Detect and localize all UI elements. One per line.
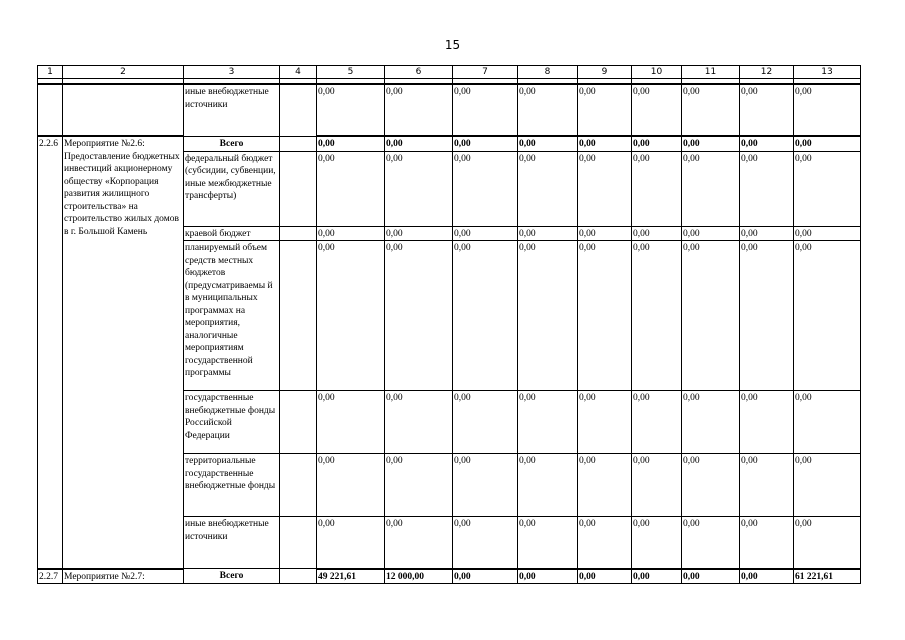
value-cell: 0,00 — [632, 569, 682, 584]
value-cell: 0,00 — [453, 454, 518, 517]
value-cell: 0,00 — [682, 569, 740, 584]
value-cell: 0,00 — [740, 241, 794, 391]
value-cell: 0,00 — [518, 517, 578, 569]
value-cell: 0,00 — [453, 241, 518, 391]
value-cell: 0,00 — [578, 151, 632, 226]
value-cell: 0,00 — [632, 391, 682, 454]
value-cell: 0,00 — [632, 84, 682, 136]
value-cell: 0,00 — [794, 517, 861, 569]
event-name: Мероприятие №2.6: Предоставление бюджетных инвестиций акционерному обществу «Корпорация развития жилищного строительства» на строительство жилых домов в г. Большой Камень — [63, 136, 184, 569]
header-cell: 12 — [740, 66, 794, 79]
value-cell: 0,00 — [682, 84, 740, 136]
table-row — [38, 136, 861, 151]
value-cell: 0,00 — [578, 569, 632, 584]
header-cell: 9 — [578, 66, 632, 79]
value-cell: 0,00 — [453, 391, 518, 454]
header-cell: 3 — [184, 66, 280, 79]
source-cell: территориальные государственные внебюджетные фонды — [184, 454, 280, 517]
value-cell: 0,00 — [632, 517, 682, 569]
value-cell: 0,00 — [578, 136, 632, 151]
table-row — [38, 569, 861, 584]
empty-cell — [280, 136, 317, 151]
value-cell: 49 221,61 — [317, 569, 385, 584]
event-name: Мероприятие №2.7: — [63, 569, 184, 584]
value-cell: 0,00 — [794, 226, 861, 241]
value-cell: 0,00 — [794, 241, 861, 391]
header-cell: 13 — [794, 66, 861, 79]
value-cell: 0,00 — [385, 517, 453, 569]
empty-cell — [280, 391, 317, 454]
value-cell: 0,00 — [578, 241, 632, 391]
value-cell: 0,00 — [385, 84, 453, 136]
value-cell: 0,00 — [794, 151, 861, 226]
value-cell: 0,00 — [682, 151, 740, 226]
header-cell: 4 — [280, 66, 317, 79]
value-cell: 0,00 — [453, 226, 518, 241]
header-cell: 11 — [682, 66, 740, 79]
value-cell: 0,00 — [518, 136, 578, 151]
value-cell: 0,00 — [453, 136, 518, 151]
value-cell: 0,00 — [518, 241, 578, 391]
value-cell: 0,00 — [682, 226, 740, 241]
value-cell: 0,00 — [578, 226, 632, 241]
value-cell: 0,00 — [682, 391, 740, 454]
value-cell: 0,00 — [385, 454, 453, 517]
value-cell: 0,00 — [385, 151, 453, 226]
header-cell: 10 — [632, 66, 682, 79]
source-cell: Всего — [184, 569, 280, 584]
value-cell: 0,00 — [632, 454, 682, 517]
value-cell: 0,00 — [317, 454, 385, 517]
value-cell: 0,00 — [453, 517, 518, 569]
event-number: 2.2.7 — [38, 569, 63, 584]
value-cell: 0,00 — [317, 517, 385, 569]
value-cell: 0,00 — [317, 151, 385, 226]
value-cell: 0,00 — [740, 569, 794, 584]
source-cell: Всего — [184, 136, 280, 151]
budget-table — [37, 65, 861, 584]
page-number: 15 — [444, 38, 461, 52]
value-cell: 0,00 — [518, 569, 578, 584]
source-cell: иные внебюджетные источники — [184, 84, 280, 136]
empty-cell — [280, 151, 317, 226]
value-cell: 0,00 — [794, 136, 861, 151]
empty-cell — [280, 241, 317, 391]
value-cell: 0,00 — [385, 391, 453, 454]
value-cell: 0,00 — [740, 517, 794, 569]
value-cell: 61 221,61 — [794, 569, 861, 584]
value-cell: 0,00 — [794, 454, 861, 517]
value-cell: 0,00 — [317, 84, 385, 136]
empty-cell — [280, 84, 317, 136]
value-cell: 0,00 — [317, 136, 385, 151]
value-cell: 0,00 — [453, 84, 518, 136]
value-cell: 0,00 — [518, 84, 578, 136]
value-cell: 0,00 — [385, 226, 453, 241]
source-cell: федеральный бюджет (субсидии, субвенции, иные межбюджетные трансферты) — [184, 151, 280, 226]
value-cell: 0,00 — [518, 226, 578, 241]
value-cell: 0,00 — [632, 226, 682, 241]
value-cell: 0,00 — [578, 391, 632, 454]
empty-cell — [280, 517, 317, 569]
value-cell: 0,00 — [632, 136, 682, 151]
value-cell: 0,00 — [740, 136, 794, 151]
header-row — [38, 66, 861, 79]
value-cell: 0,00 — [740, 151, 794, 226]
value-cell: 0,00 — [317, 241, 385, 391]
value-cell: 0,00 — [682, 241, 740, 391]
value-cell: 0,00 — [518, 151, 578, 226]
empty-cell — [38, 84, 63, 136]
header-cell: 1 — [38, 66, 63, 79]
value-cell: 0,00 — [794, 84, 861, 136]
value-cell: 0,00 — [578, 517, 632, 569]
value-cell: 0,00 — [740, 454, 794, 517]
value-cell: 0,00 — [740, 391, 794, 454]
value-cell: 0,00 — [578, 454, 632, 517]
value-cell: 0,00 — [453, 151, 518, 226]
value-cell: 0,00 — [632, 241, 682, 391]
value-cell: 0,00 — [385, 136, 453, 151]
value-cell: 0,00 — [317, 391, 385, 454]
value-cell: 0,00 — [518, 454, 578, 517]
header-cell: 7 — [453, 66, 518, 79]
source-cell: планируемый объем средств местных бюджетов (предусматриваемы й в муниципальных программах на мероприятия, аналогичные мероприятиям государственной программы — [184, 241, 280, 391]
value-cell: 0,00 — [578, 84, 632, 136]
value-cell: 0,00 — [682, 454, 740, 517]
value-cell: 0,00 — [518, 391, 578, 454]
value-cell: 0,00 — [740, 226, 794, 241]
empty-cell — [280, 454, 317, 517]
header-cell: 6 — [385, 66, 453, 79]
event-number: 2.2.6 — [38, 136, 63, 569]
value-cell: 0,00 — [317, 226, 385, 241]
empty-cell — [63, 84, 184, 136]
value-cell: 0,00 — [453, 569, 518, 584]
value-cell: 0,00 — [632, 151, 682, 226]
header-cell: 5 — [317, 66, 385, 79]
value-cell: 0,00 — [682, 517, 740, 569]
value-cell: 12 000,00 — [385, 569, 453, 584]
empty-cell — [280, 226, 317, 241]
table-row — [38, 84, 861, 136]
source-cell: государственные внебюджетные фонды Российской Федерации — [184, 391, 280, 454]
source-cell: иные внебюджетные источники — [184, 517, 280, 569]
value-cell: 0,00 — [682, 136, 740, 151]
value-cell: 0,00 — [740, 84, 794, 136]
header-cell: 2 — [63, 66, 184, 79]
empty-cell — [280, 569, 317, 584]
value-cell: 0,00 — [385, 241, 453, 391]
value-cell: 0,00 — [794, 391, 861, 454]
source-cell: краевой бюджет — [184, 226, 280, 241]
header-cell: 8 — [518, 66, 578, 79]
